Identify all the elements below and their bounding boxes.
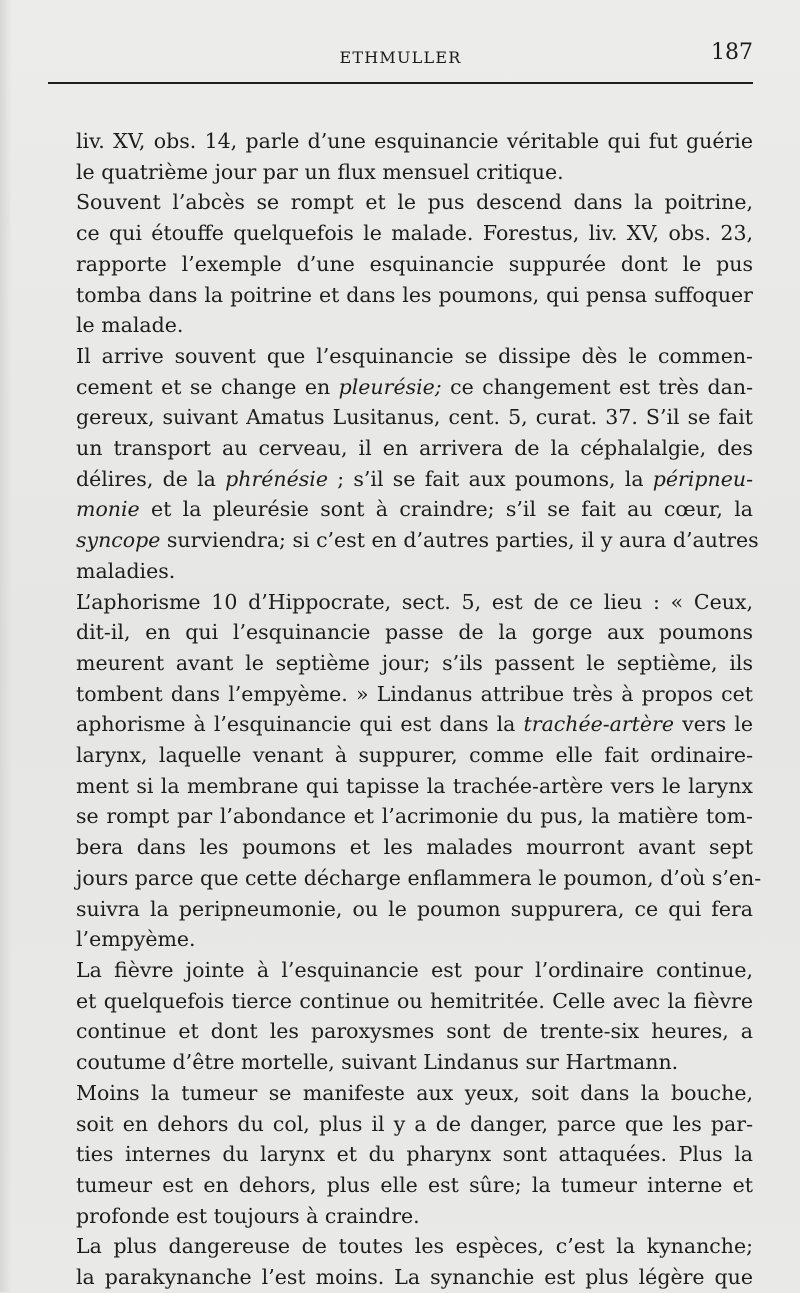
text-fragment: et la pleurésie sont à craindre; s’il se fait au cœur, la — [139, 497, 753, 522]
text-line: se rompt par l’abondance et l’acrimonie du pus, la matière tom- — [76, 804, 753, 829]
text-line: gereux, suivant Amatus Lusitanus, cent. 5, curat. 37. S’il se fait — [76, 405, 753, 430]
italic-term-syncope: syncope — [76, 528, 161, 553]
text-line: profonde est toujours à craindre. — [76, 1203, 420, 1228]
text-line: tombent dans l’empyème. » Lindanus attribue très à propos cet — [76, 681, 753, 706]
text-line — [48, 494, 753, 525]
text-line: larynx, laquelle venant à suppurer, comme elle fait ordinaire- — [76, 743, 753, 768]
text-fragment: cement et se change en — [76, 374, 339, 399]
page-edge-shadow — [0, 0, 12, 1292]
paragraph-5 — [48, 955, 753, 1078]
paragraph-1 — [48, 126, 753, 187]
text-line: tomba dans la poitrine et dans les poumons, qui pensa suffoquer — [76, 282, 753, 307]
text-fragment: surviendra; si c’est en d’autres parties, il y aura d’autres — [160, 528, 759, 553]
paragraph-4 — [48, 587, 762, 955]
text-line: ties internes du larynx et du pharynx sont attaquées. Plus la — [76, 1142, 753, 1167]
text-line: rapporte l’exemple d’une esquinancie suppurée dont le pus — [76, 251, 753, 276]
page-header — [48, 36, 753, 78]
text-line: suivra la peripneumonie, ou le poumon suppurera, ce qui fera — [76, 896, 753, 921]
text-line — [48, 372, 753, 403]
italic-term-peripneu: péripneu- — [652, 466, 753, 491]
text-line: liv. XV, obs. 14, parle d’une esquinancie véritable qui fut guérie — [76, 129, 753, 153]
text-fragment: aphorisme à l’esquinancie qui est dans la — [76, 712, 524, 737]
italic-term-phrenesie: phrénésie — [225, 466, 328, 491]
italic-term-pleuresie: pleurésie; — [338, 374, 442, 399]
text-line: le malade. — [76, 313, 184, 338]
header-rule — [48, 82, 753, 84]
text-line: La fièvre jointe à l’esquinancie est pour l’ordinaire continue, — [76, 957, 753, 982]
text-line: tumeur est en dehors, plus elle est sûre; la tumeur interne et — [76, 1172, 753, 1197]
text-line: continue et dont les paroxysmes sont de trente-six heures, a — [76, 1019, 753, 1044]
text-fragment: ce changement est très dan- — [441, 374, 753, 399]
text-line — [48, 525, 759, 556]
running-head: ETHMULLER — [339, 48, 462, 67]
text-fragment: ; s’il se fait aux poumons, la — [327, 466, 653, 491]
text-line: jours parce que cette décharge enflammera le poumon, d’où s’en- — [76, 865, 762, 890]
text-line: l’empyème. — [76, 927, 196, 952]
italic-term-trachee: trachée-artère — [523, 712, 674, 737]
text-line: ment si la membrane qui tapisse la trachée-artère vers le larynx — [76, 773, 753, 798]
text-line: La plus dangereuse de toutes les espèces, c’est la kynanche; — [76, 1234, 753, 1259]
text-line: le quatrième jour par un flux mensuel critique. — [76, 159, 564, 184]
text-fragment: vers le — [674, 712, 753, 737]
text-line: meurent avant le septième jour; s’ils passent le septième, ils — [76, 650, 753, 675]
text-line: dit-il, en qui l’esquinancie passe de la gorge aux poumons — [76, 620, 753, 645]
text-line: la parakynanche l’est moins. La synanchie est plus légère que — [76, 1265, 753, 1290]
text-line: maladies. — [76, 558, 176, 583]
text-line: L’aphorisme 10 d’Hippocrate, sect. 5, est de ce lieu : « Ceux, — [76, 589, 753, 614]
page-number: 187 — [711, 40, 753, 65]
body-text — [48, 126, 762, 1293]
paragraph-6 — [48, 1078, 753, 1232]
text-line: coutume d’être mortelle, suivant Lindanus sur Hartmann. — [76, 1050, 679, 1075]
text-line: ce qui étouffe quelquefois le malade. Forestus, liv. XV, obs. 23, — [76, 221, 753, 246]
text-line: et quelquefois tierce continue ou hemitritée. Celle avec la fièvre — [76, 988, 753, 1013]
text-line: Souvent l’abcès se rompt et le pus descend dans la poitrine, — [76, 190, 753, 215]
paragraph-3 — [48, 341, 759, 587]
text-line: Moins la tumeur se manifeste aux yeux, soit dans la bouche, — [76, 1080, 753, 1105]
paragraph-7 — [48, 1231, 753, 1292]
paragraph-2 — [48, 187, 753, 341]
italic-term-monie: monie — [76, 497, 140, 522]
text-line: un transport au cerveau, il en arrivera de la céphalalgie, des — [76, 436, 753, 461]
text-line: Il arrive souvent que l’esquinancie se dissipe dès le commen- — [76, 343, 753, 368]
text-line — [48, 709, 753, 740]
text-fragment: délires, de la — [76, 466, 226, 491]
text-line — [48, 464, 753, 495]
text-line: bera dans les poumons et les malades mourront avant sept — [76, 835, 753, 860]
text-line: soit en dehors du col, plus il y a de danger, parce que les par- — [76, 1111, 753, 1136]
